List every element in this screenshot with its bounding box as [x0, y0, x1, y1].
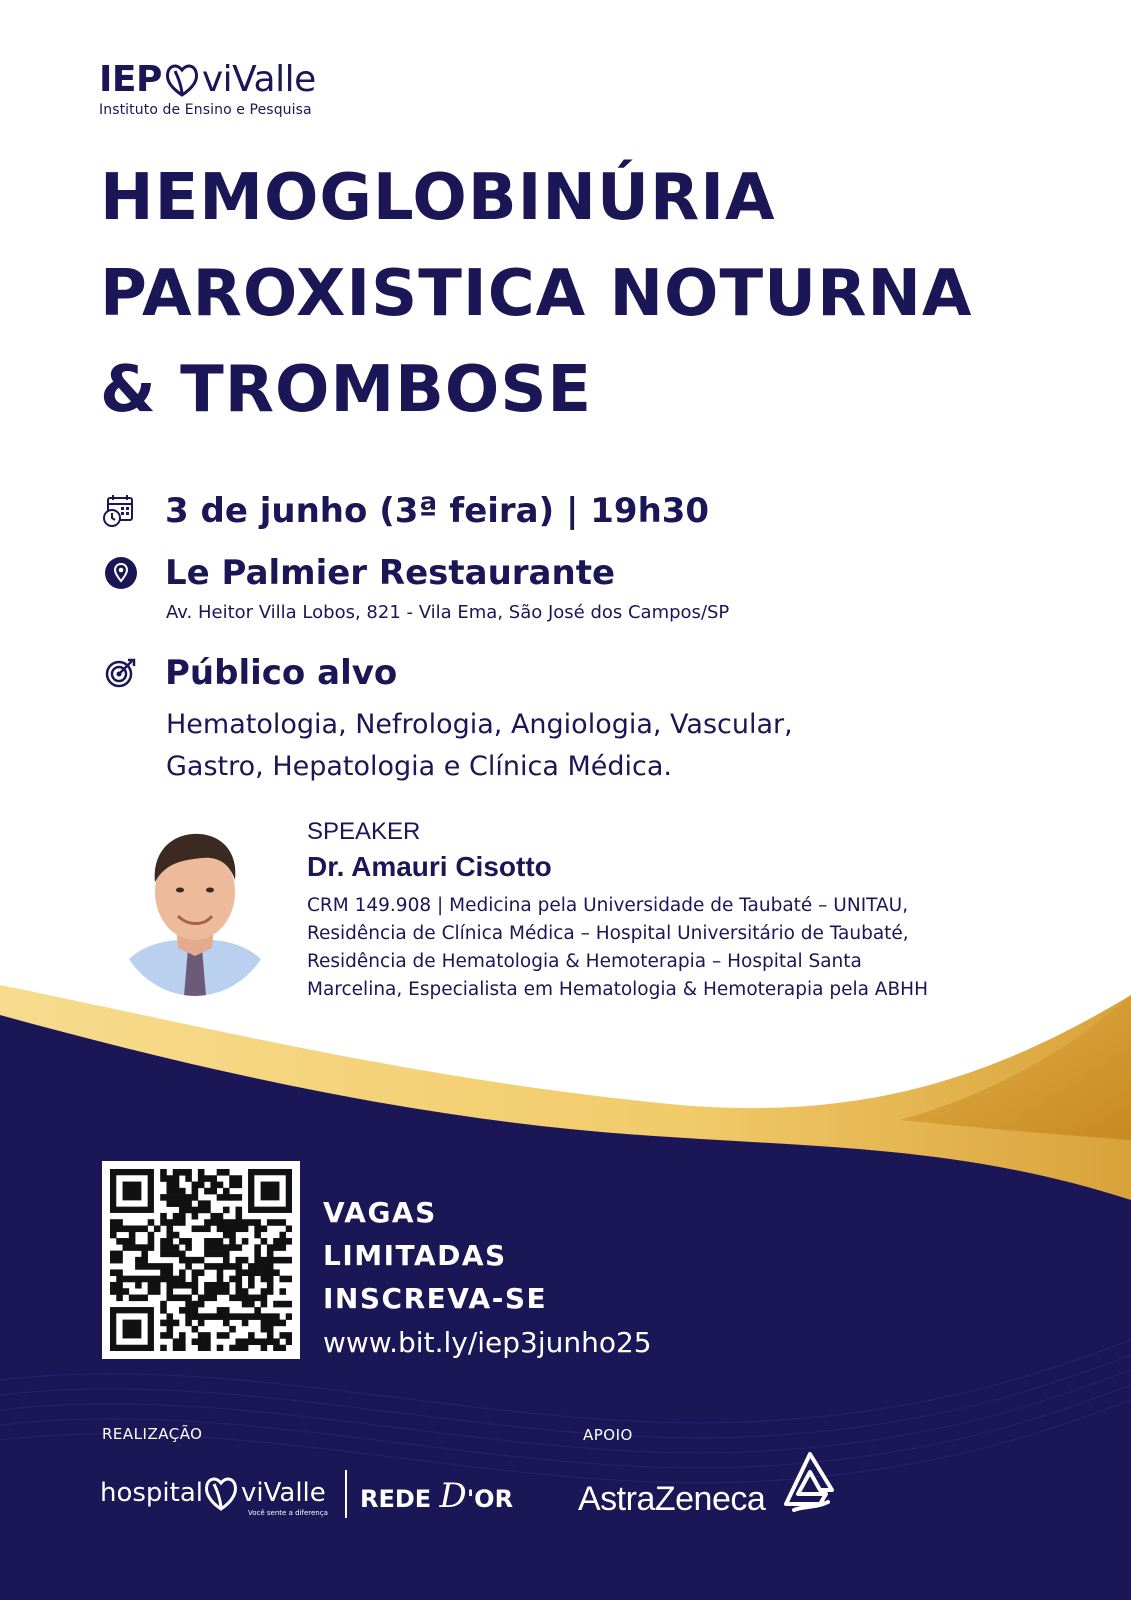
hospital-tagline: Você sente a diferença [248, 1509, 328, 1517]
astrazeneca-symbol-icon [780, 1450, 840, 1520]
speaker-bio [307, 892, 1027, 1004]
target-icon [104, 656, 138, 690]
cta-line-2: LIMITADAS [323, 1239, 507, 1272]
logo-brand: viValle [201, 59, 316, 100]
hospital-brand: viValle [241, 1478, 326, 1508]
hospital-vivalle-logo [100, 1465, 326, 1521]
location-pin-icon [104, 556, 138, 590]
sponsor-divider [345, 1470, 347, 1518]
rede-suffix: 'OR [466, 1485, 514, 1513]
audience-line-1: Hematologia, Nefrologia, Angiologia, Vascular, [166, 709, 793, 740]
realizacao-label: REALIZAÇÃO [102, 1425, 203, 1443]
venue-address: Av. Heitor Villa Lobos, 821 - Vila Ema, São José dos Campos/SP [166, 602, 730, 623]
qr-code-icon [110, 1169, 292, 1351]
logo-subtitle: Instituto de Ensino e Pesquisa [99, 102, 312, 118]
speaker-photo [114, 820, 276, 996]
speaker-label: SPEAKER [307, 818, 421, 845]
title-line-1: HEMOGLOBINÚRIA [100, 161, 776, 235]
speaker-bio-line: Marcelina, Especialista em Hematologia & Hemoterapia pela ABHH [307, 979, 928, 1000]
apoio-label: APOIO [583, 1426, 633, 1444]
registration-url[interactable]: www.bit.ly/iep3junho25 [323, 1326, 652, 1359]
audience-label: Público alvo [165, 653, 398, 693]
title-line-3: & TROMBOSE [100, 353, 593, 427]
audience-line-2: Gastro, Hepatologia e Clínica Médica. [166, 751, 672, 782]
registration-qr-code[interactable] [102, 1161, 300, 1359]
rede-dor-logo [360, 1476, 513, 1516]
logo-prefix: IEP [99, 59, 162, 100]
speaker-name: Dr. Amauri Cisotto [307, 851, 552, 882]
cta-line-3: INSCREVA-SE [323, 1282, 548, 1315]
speaker-bio-line: CRM 149.908 | Medicina pela Universidade de Taubaté – UNITAU, [307, 895, 909, 916]
speaker-bio-line: Residência de Hematologia & Hemoterapia – Hospital Santa [307, 951, 862, 972]
cta-line-1: VAGAS [323, 1196, 437, 1229]
rede-d: D [439, 1476, 467, 1516]
event-date: 3 de junho (3ª feira) | 19h30 [165, 491, 710, 531]
heart-hands-icon [203, 1473, 239, 1513]
title-line-2: PAROXISTICA NOTURNA [100, 257, 973, 331]
heart-hands-icon [164, 61, 200, 99]
venue-name: Le Palmier Restaurante [165, 553, 616, 593]
speaker-bio-line: Residência de Clínica Médica – Hospital Universitário de Taubaté, [307, 923, 909, 944]
astrazeneca-logo-text: AstraZeneca [578, 1480, 766, 1518]
calendar-clock-icon [102, 494, 136, 528]
hospital-word: hospital [100, 1478, 204, 1508]
iep-logo [99, 60, 359, 130]
rede-prefix: REDE [360, 1485, 440, 1513]
